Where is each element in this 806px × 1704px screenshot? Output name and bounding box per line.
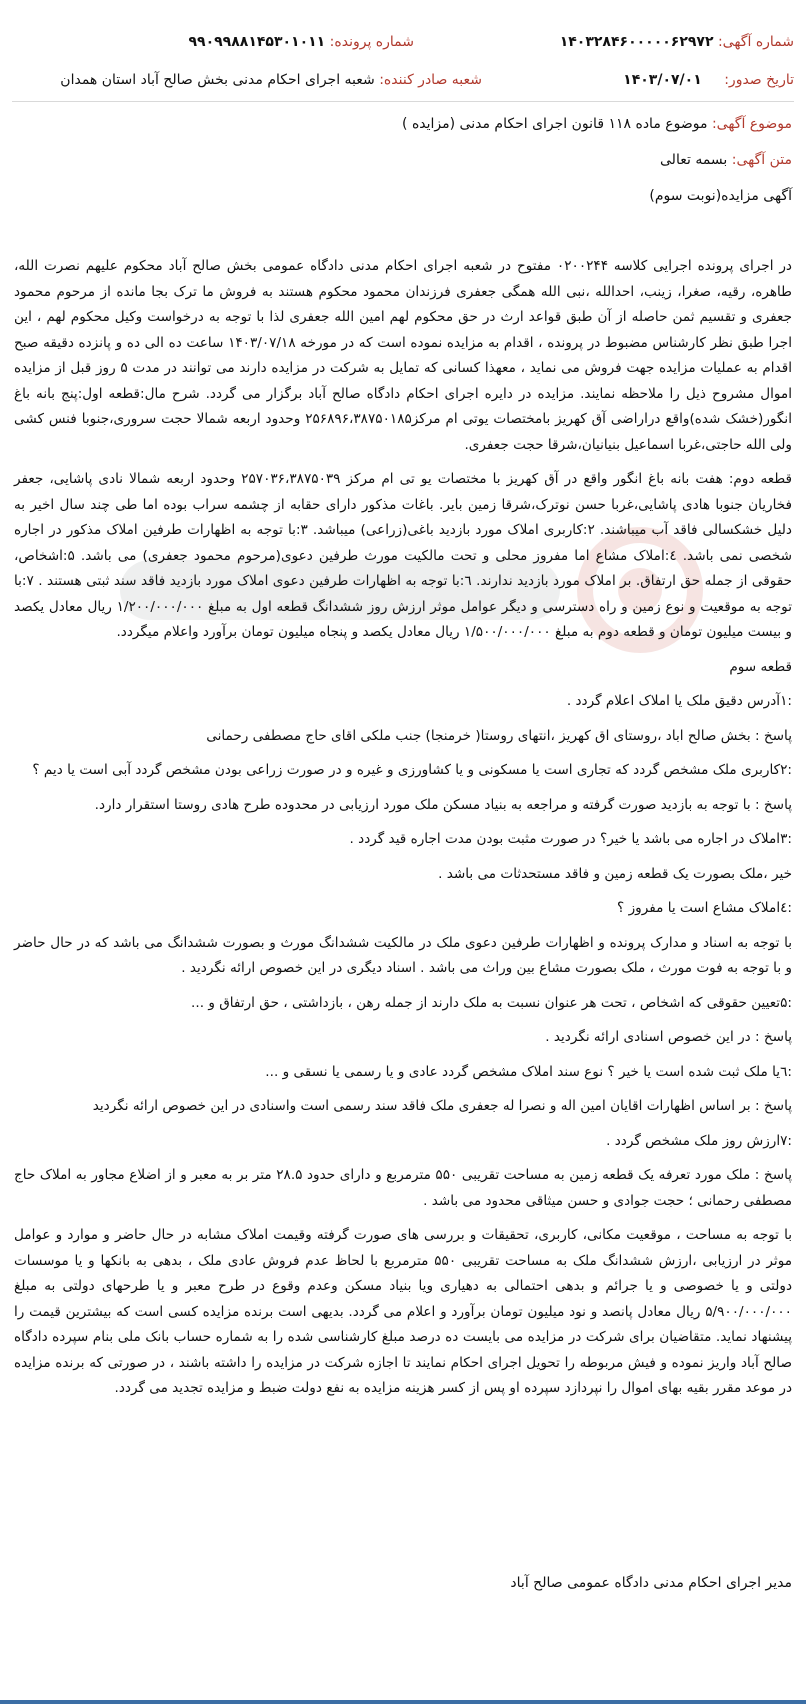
issuer-row [60, 70, 482, 90]
question-5: :۵تعیین حقوقی که اشخاص ، تحت هر عنوان نسبت به ملک دارند از جمله رهن ، بازداشتی ، حق ارتفاق و ... [191, 994, 792, 1011]
paragraph-valuation: با توجه به مساحت ، موقعیت مکانی، کاربری، تحقیقات و بررسی های صورت گرفته وقیمت املاک مشابه در حال حاضر و موارد و عوامل موثر در ارزیابی ،ارزش ششدانگ ملک به مساحت تقریبی ۵۵۰ مترمربع با لحاظ عدم فروش عادی ملک ، بدهی به بانکها و یا موسسات دولتی و یا خصوصی و یا جرائم و بدهی احتمالی به دهیاری ویا بنیاد مسکن وعدم وقوع در طرح معبر و یا طرحهای دولتی به مبلغ ۵/۹۰۰/۰۰۰/۰۰۰ ریال معادل پانصد و نود میلیون تومان برآورد و اعلام می گردد. بدیهی است برنده مزایده کسی است که بیشترین قیمت را پیشنهاد نماید. متقاضیان برای شرکت در مزایده می بایست ده درصد مبلغ کارشناسی شده را به شماره حساب بانک ملی بنام سپرده دادگاه صالح آباد واریز نموده و فیش مربوطه را تحویل اجرای احکام نمایند تا اجازه شرکت در مزایده را داشته باشند ، در صورتی که برنده مزایده در موعد مقرر بقیه بهای اموال را نپردازد سپرده او پس از کسر هزینه مزایده به نفع دولت ضبط و مزایده تجدید می گردد. [14, 1227, 792, 1396]
issue-date-row [623, 70, 794, 90]
answer-4: با توجه به اسناد و مدارک پرونده و اظهارات طرفین دعوی ملک در مالکیت ششدانگ مورث و بصورت ششدانگ می باشد که در حال حاضر و با توجه به فوت مورث ، ملک بصورت مشاع بین وراث می باشد . اسناد دیگری در این خصوص ارائه نگردید . [14, 934, 792, 976]
notice-body [14, 254, 792, 1402]
issuer-label: شعبه صادر کننده: [379, 72, 482, 88]
question-4: :٤املاک مشاع است یا مفروز ؟ [617, 900, 792, 916]
question-2: :۲کاربری ملک مشخص گردد که تجاری است یا مسکونی و یا کشاورزی و غیره و در صورت زراعی بودن مشخص گردد آبی است یا دیم ؟ [32, 762, 792, 778]
body-header-label: متن آگهی: [731, 152, 792, 168]
answer-1: پاسخ : بخش صالح اباد ،روستای اق کهریز ،انتهای روستا( خرمنجا) جنب ملکی اقای حاج مصطفی رحمانی [206, 727, 792, 744]
question-7: :۷ارزش روز ملک مشخص گردد . [606, 1132, 792, 1149]
answer-5: پاسخ : در این خصوص اسنادی ارائه نگردید . [545, 1029, 792, 1045]
issuer-value: شعبه اجرای احکام مدنی بخش صالح آباد استان همدان [60, 72, 375, 88]
question-3: :۳املاک در اجاره می باشد یا خیر؟ در صورت مثبت بودن مدت اجاره قید گردد . [349, 831, 792, 847]
case-number-row [189, 32, 415, 52]
question-1: :۱آدرس دقیق ملک یا املاک اعلام گردد . [566, 693, 792, 709]
answer-6: پاسخ : بر اساس اظهارات اقایان امین اله و نصرا له جعفری ملک فاقد سند رسمی است واسنادی در این خصوص ارائه نگردید [92, 1098, 792, 1114]
case-number-value: ۹۹۰۹۹۸۸۱۴۵۳۰۱۰۱۱ [188, 34, 326, 50]
signature: مدیر اجرای احکام مدنی دادگاه عمومی صالح آباد [510, 1575, 792, 1591]
ad-number-row [560, 32, 794, 52]
third-plot-heading: قطعه سوم [729, 658, 792, 675]
paragraph-second-plot: قطعه دوم: هفت بانه باغ انگور واقع در آق کهریز با مختصات یو تی ام مرکز ۲۵۷۰۳۶،۳۸۷۵۰۳۹ وحدود اربعه شمالا نادی پاشایی، جعفر فخاریان جنوبا هادی پاشایی،غربا حسن نوترک،شرقا زمین بایر. باغات مذکور دارای حقابه از چشمه سراب بوده اما طی چند سال اخیر به دلیل خشکسالی فاقد آب میباشند. ۲:کاربری املاک مورد بازدید باغی(زراعی) میباشد. ۳:با توجه به اظهارات طرفین املاک مذکور در اجاره شخصی نمی باشد. ٤:املاک مشاع اما مفروز محلی و تحت مالکیت مورث طرفین دعوی(مرحوم محمود جعفری) می باشد. ۵:اشخاص، حقوقی از جمله حق ارتفاق. بر املاک مورد بازدید ندارند. ٦:با توجه به اظهارات طرفین دعوی املاک مورد بازدید فاقد سند ثبتی هستند . ۷:با توجه به موقعیت و نوع زمین و راه دسترسی و دیگر عوامل موثر ارزش روز ششدانگ قطعه اول به مبلغ ۱/۲۰۰/۰۰۰/۰۰۰ ریال معادل یکصد و بیست میلیون تومان و قطعه دوم به مبلغ ۱/۵۰۰/۰۰۰/۰۰۰ ریال معادل یکصد و پنجاه میلیون تومان برآورد واعلام میگردد. [14, 471, 792, 640]
answer-2: پاسخ : با توجه به بازدید صورت گرفته و مراجعه به بنیاد مسکن ملک مورد ارزیابی در محدوده طرح هادی روستا استقرار دارد. [94, 796, 792, 813]
bottom-bar [0, 1700, 806, 1704]
case-number-label: شماره پرونده: [329, 34, 414, 50]
body-header-text: بسمه تعالی [660, 152, 728, 168]
issue-date-label: تاریخ صدور: [724, 72, 794, 88]
header-divider [12, 101, 794, 102]
body-header-row [14, 150, 792, 170]
notice-title: آگهی مزایده(نوبت سوم) [649, 188, 792, 204]
subject-row [14, 114, 792, 134]
ad-number-value: ۱۴۰۳۲۸۴۶۰۰۰۰۰۶۲۹۷۲ [559, 34, 714, 50]
paragraph-intro: در اجرای پرونده اجرایی کلاسه ۰۲۰۰۲۴۴ مفتوح در شعبه اجرای احکام مدنی دادگاه عمومی بخش صالح آباد محکوم علیهم نصرت الله، طاهره، رقیه، صغرا، زینب، احدالله ،نبی الله همگی جعفری فرزندان محمود محکوم هستند به فروش ما ترک بجا مانده از مرحوم محمود جعفری و تقسیم ثمن حاصله از آن طبق قواعد ارث در حق محکوم لهم امین الله جعفری لذا با توجه به درخواست وکیل محکوم لهم ، این اجرا طبق نظر کارشناس مضبوط در پرونده ، اقدام به مزایده نموده است که در مورخه ۱۴۰۳/۰۷/۱۸ ساعت ده الی ده و پانزده دقیقه صبح اقدام به عملیات مزایده جهت فروش می نماید ، معهذا کسانی که تمایل به شرکت در مزایده دارند می توانند در مدت ۵ روز قبل از مزایده اموال مشروح ذیل را ملاحظه نمایند. مزایده در دایره اجرای احکام دادگاه صالح آباد برگزار می گردد. شرح مال:قطعه اول:پنج بانه باغ انگور(خشک شده)واقع دراراضی آق کهریز بامختصات یوتی ام مرکز۲۵۶۸۹۶،۳۸۷۵۰۱۸۵ وحدود اربعه شمالا حجت سروری،جنوبا فنس کشی ولی الله حاجتی،غربا اسماعیل بنیانیان،شرقا حجت جعفری. [14, 258, 792, 453]
subject-label: موضوع آگهی: [711, 116, 792, 132]
answer-7: پاسخ : ملک مورد تعرفه یک قطعه زمین به مساحت تقریبی ۵۵۰ مترمربع و دارای حدود ۲۸.۵ متر بر به معبر و از اضلاع مجاور به املاک حاج مصطفی رحمانی ؛ حجت جوادی و حسن میثاقی محدود می باشد . [14, 1167, 793, 1209]
issue-date-value: ۱۴۰۳/۰۷/۰۱ [623, 72, 702, 88]
answer-3: خیر ،ملک بصورت یک قطعه زمین و فاقد مستحدثات می باشد . [438, 865, 792, 882]
subject-text: موضوع ماده ۱۱۸ قانون اجرای احکام مدنی (مزایده ) [402, 116, 708, 132]
ad-number-label: شماره آگهی: [717, 34, 794, 50]
question-6: :٦یا ملک ثبت شده است یا خیر ؟ نوع سند املاک مشخص گردد عادی و یا رسمی یا نسقی و ... [265, 1063, 792, 1080]
